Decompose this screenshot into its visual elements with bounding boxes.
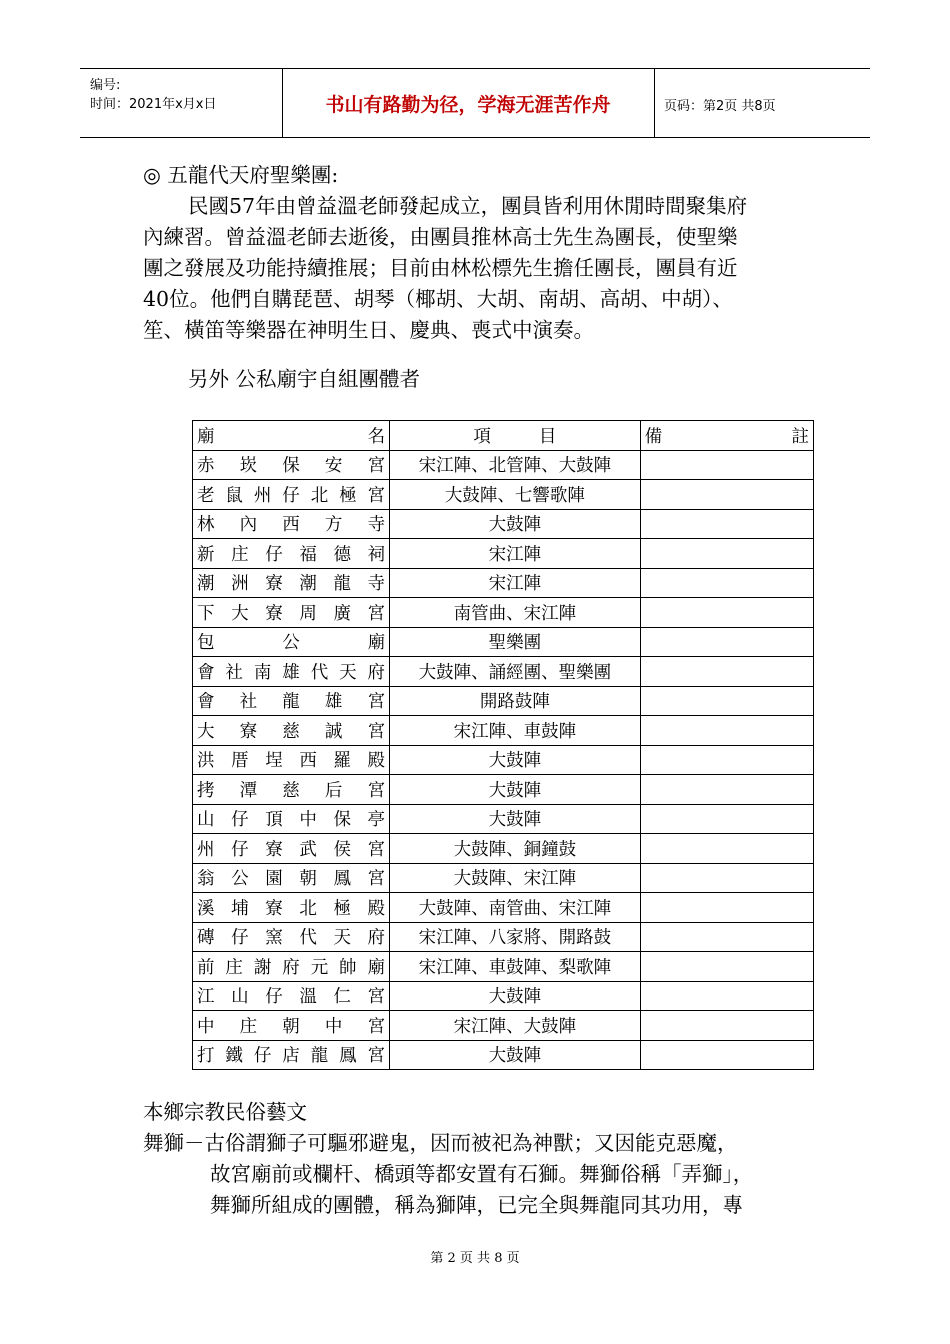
note-cell [640,745,813,775]
item-cell: 宋江陣 [390,539,641,569]
item-cell: 大鼓陣 [390,1040,641,1070]
temple-name-cell: 山 仔 頂 中 保 亭 [193,804,390,834]
folk-title: 本鄉宗教民俗藝文 [143,1100,307,1124]
note-cell [640,952,813,982]
item-cell: 宋江陣、八家將、開路鼓 [390,922,641,952]
item-cell: 宋江陣、大鼓陣 [390,1011,641,1041]
note-cell [640,627,813,657]
item-cell: 南管曲、宋江陣 [390,598,641,628]
table-row [193,804,814,834]
table-row [193,657,814,687]
intro-line: 民國57年由曾益溫老師發起成立，團員皆利用休閒時間聚集府 [188,194,748,218]
temple-name-cell: 會 社 南 雄 代 天 府 [193,657,390,687]
table-row [193,598,814,628]
table-row [193,716,814,746]
table-row [193,922,814,952]
temple-name-cell: 前 庄 謝 府 元 帥 廟 [193,952,390,982]
temple-name-cell: 磚 仔 窯 代 天 府 [193,922,390,952]
table-row [193,1011,814,1041]
table-row [193,539,814,569]
note-cell [640,539,813,569]
temple-name-cell: 新 庄 仔 福 德 祠 [193,539,390,569]
note-cell [640,568,813,598]
note-cell [640,686,813,716]
item-cell: 宋江陣、車鼓陣 [390,716,641,746]
table-row [193,509,814,539]
temple-name-cell: 州 仔 寮 武 侯 宮 [193,834,390,864]
folk-line: 故宮廟前或欄杆、橋頭等都安置有石獅。舞獅俗稱「弄獅」， [210,1162,754,1186]
item-cell: 大鼓陣 [390,745,641,775]
table-row [193,952,814,982]
temple-name-cell: 下 大 寮 周 廣 宮 [193,598,390,628]
table-row [193,893,814,923]
folk-line: 舞獅－古俗謂獅子可驅邪避鬼，因而被祀為神獸；又因能克惡魔， [143,1131,738,1155]
temple-name-cell: 林 內 西 方 寺 [193,509,390,539]
header-item-text: 項目 [473,426,605,447]
motto: 书山有路勤为径，学海无涯苦作舟 [325,93,611,116]
temple-name-cell: 溪 埔 寮 北 極 殿 [193,893,390,923]
note-cell [640,598,813,628]
temple-name-cell: 翁 公 園 朝 鳳 宮 [193,863,390,893]
temple-name-cell: 大 寮 慈 誠 宮 [193,716,390,746]
intro-line: 團之發展及功能持續推展；目前由林松標先生擔任團長，團員有近 [143,256,738,280]
temple-name-cell: 赤 崁 保 安 宮 [193,450,390,480]
item-cell: 大鼓陣、誦經團、聖樂團 [390,657,641,687]
item-cell: 聖樂團 [390,627,641,657]
page-info: 页码：第2页 共8页 [664,99,776,114]
item-cell: 大鼓陣 [390,509,641,539]
table-row [193,834,814,864]
table-row [193,450,814,480]
item-cell: 大鼓陣 [390,775,641,805]
header-note-left: 備 [644,426,663,447]
note-cell [640,922,813,952]
header-meta-cell [80,69,283,137]
item-cell: 宋江陣、車鼓陣、梨歌陣 [390,952,641,982]
table-row [193,981,814,1011]
item-cell: 大鼓陣、南管曲、宋江陣 [390,893,641,923]
header-note [640,421,813,451]
table-header-row [193,421,814,451]
note-cell [640,509,813,539]
temple-name-cell: 江 山 仔 溫 仁 宮 [193,981,390,1011]
page-header [80,68,870,138]
note-cell [640,1040,813,1070]
note-cell [640,716,813,746]
header-note-right: 註 [791,426,809,447]
note-cell [640,981,813,1011]
note-cell [640,657,813,687]
page-footer: 第 2 页 共 8 页 [430,1251,520,1266]
note-cell [640,834,813,864]
note-cell [640,480,813,510]
temple-name-cell: 潮 洲 寮 潮 龍 寺 [193,568,390,598]
temple-name-cell: 會 社 龍 雄 宮 [193,686,390,716]
table-row [193,1040,814,1070]
temple-name-cell: 包 公 廟 [193,627,390,657]
item-cell: 宋江陣 [390,568,641,598]
temple-name-cell: 拷 潭 慈 后 宮 [193,775,390,805]
temple-table [192,420,814,1070]
time-label: 时间：2021年x月x日 [90,97,217,112]
intro-line: 笙、橫笛等樂器在神明生日、慶典、喪式中演奏。 [143,318,594,342]
table-row [193,686,814,716]
temple-name-cell: 打 鐵 仔 店 龍 鳳 宮 [193,1040,390,1070]
note-cell [640,450,813,480]
also-line: 另外 公私廟宇自組團體者 [188,367,421,391]
item-cell: 大鼓陣、宋江陣 [390,863,641,893]
temple-name-cell: 中 庄 朝 中 宮 [193,1011,390,1041]
item-cell: 大鼓陣 [390,981,641,1011]
item-cell: 宋江陣、北管陣、大鼓陣 [390,450,641,480]
header-name: 廟 名 [193,421,390,451]
temple-name-cell: 洪 厝 埕 西 羅 殿 [193,745,390,775]
note-cell [640,863,813,893]
item-cell: 開路鼓陣 [390,686,641,716]
table-row [193,480,814,510]
note-cell [640,775,813,805]
table-row [193,775,814,805]
section-title: ◎ 五龍代天府聖樂團: [143,163,339,187]
table-row [193,627,814,657]
note-cell [640,804,813,834]
table-row [193,745,814,775]
table-row [193,863,814,893]
folk-line: 舞獅所組成的團體，稱為獅陣，已完全與舞龍同其功用，專 [210,1193,743,1217]
table-row [193,568,814,598]
intro-line: 40位。他們自購琵琶、胡琴（椰胡、大胡、南胡、高胡、中胡）、 [143,287,733,311]
number-label: 编号: [90,78,121,93]
temple-name-cell: 老 鼠 州 仔 北 極 宮 [193,480,390,510]
note-cell [640,1011,813,1041]
item-cell: 大鼓陣、銅鐘鼓 [390,834,641,864]
note-cell [640,893,813,923]
item-cell: 大鼓陣 [390,804,641,834]
item-cell: 大鼓陣、七響歌陣 [390,480,641,510]
header-motto-cell [282,69,655,137]
header-item [390,421,641,451]
intro-line: 內練習。曾益溫老師去逝後，由團員推林高士先生為團長，使聖樂 [143,225,738,249]
